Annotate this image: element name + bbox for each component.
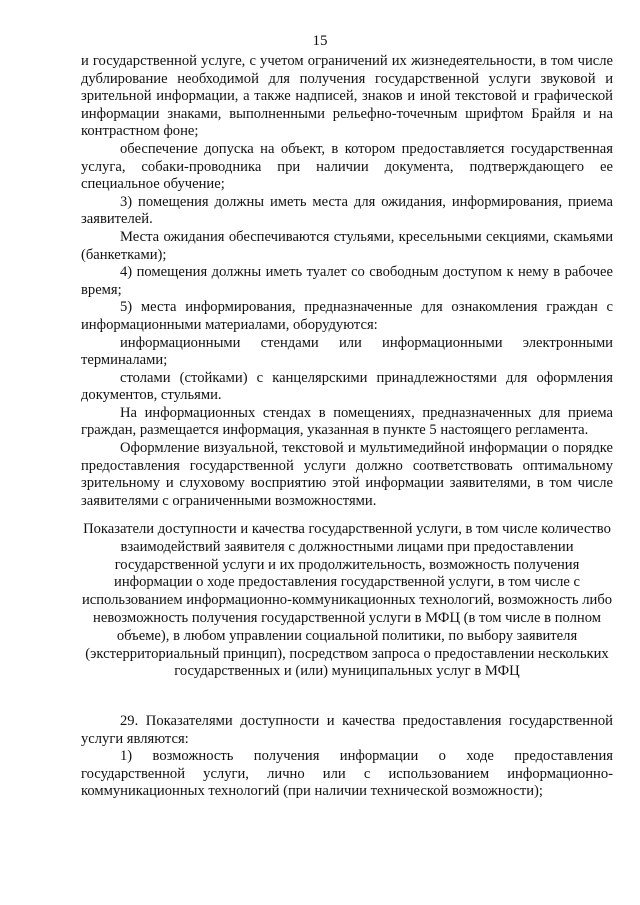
paragraph: столами (стойками) с канцелярскими принадлежностями для оформления документов, стульями. [81, 369, 613, 404]
paragraph: 4) помещения должны иметь туалет со свободным доступом к нему в рабочее время; [81, 264, 613, 298]
paragraph: 29. Показателями доступности и качества предоставления государственной услуги являются: [81, 713, 613, 747]
paragraph: На информационных стендах в помещениях, предназначенных для приема граждан, размещается информация, указанная в пункте 5 настоящего регламента. [81, 404, 613, 439]
paragraph: 3) помещения должны иметь места для ожидания, информирования, приема заявителей. [81, 193, 613, 228]
body-text [81, 53, 613, 510]
paragraph: и государственной услуге, с учетом ограничений их жизнедеятельности, в том числе дублирование необходимой для получения государственной услуги звуковой и зрительной информации, а также надписей, знаков и иной текстовой и графической информации знаками, выполненными рельефно-точечным шрифтом Брайля и на контрастном фоне; [81, 53, 613, 140]
section-heading [81, 521, 613, 681]
paragraph: Оформление визуальной, текстовой и мультимедийной информации о порядке предоставления государственной услуги должно соответствовать оптимальному зрительному и слуховому восприятию этой информации заявителями, в том числе заявителями с ограниченными возможностями. [81, 440, 613, 509]
section-body [81, 713, 613, 801]
paragraph: 1) возможность получения информации о ходе предоставления государственной услуги, лично или с использованием информационно-коммуникационных технологий (при наличии технической возможности); [81, 748, 613, 800]
paragraph: информационными стендами или информационными электронными терминалами; [81, 334, 613, 369]
paragraph: обеспечение допуска на объект, в котором предоставляется государственная услуга, собаки-проводника при наличии документа, подтверждающего ее специальное обучение; [81, 140, 613, 193]
paragraph: 5) места информирования, предназначенные для ознакомления граждан с информационными материалами, оборудуются: [81, 299, 613, 333]
page-number: 15 [312, 33, 328, 49]
section-heading-text: Показатели доступности и качества государственной услуги, в том числе количество взаимодействий заявителя с должностными лицами при предоставлении государственной услуги и их продолжительность, возможность получения информации о ходе предоставления государственной услуги, в том числе с использованием информационно-коммуникационных технологий, возможность либо невозможность получения государственной услуги в МФЦ (в том числе в полном объеме), в любом управлении социальной политики, по выбору заявителя (экстерриториальный принцип), посредством запроса о предоставлении нескольких государственных и (или) муниципальных услуг в МФЦ [81, 521, 613, 680]
paragraph: Места ожидания обеспечиваются стульями, кресельными секциями, скамьями (банкетками); [81, 228, 613, 263]
